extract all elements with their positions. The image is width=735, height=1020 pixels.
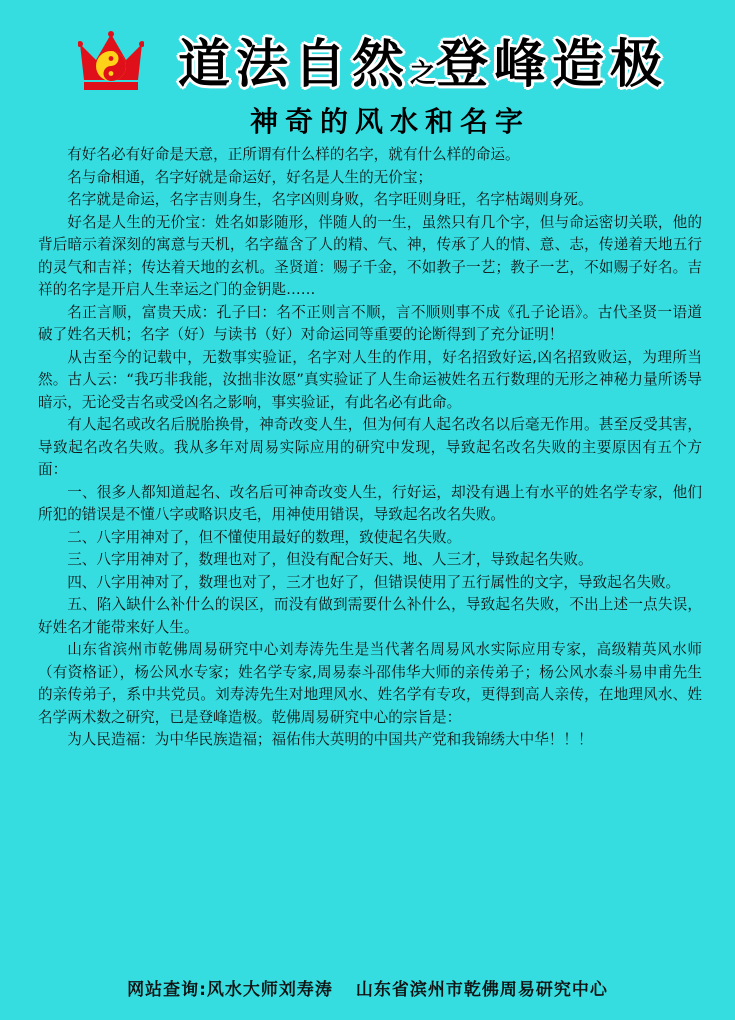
footer-organization: 山东省滨州市乾佛周易研究中心	[355, 980, 608, 1000]
footer	[0, 975, 735, 1000]
article-body	[38, 144, 702, 752]
title-part-1: 道法自然	[178, 35, 411, 95]
paragraph: 好名是人生的无价宝：姓名如影随形，伴随人的一生，虽然只有几个字，但与命运密切关联，他的背后暗示着深刻的寓意与天机，名字蕴含了人的精、气、神，传承了人的情、意、志，传递着天地五行的灵气和吉祥；传达着天地的玄机。圣贤道：赐子千金，不如教子一艺；教子一艺，不如赐子好名。吉祥的名字是开启人生幸运之门的金钥匙……	[38, 213, 702, 298]
header	[0, 0, 735, 138]
paragraph: 一、很多人都知道起名、改名后可神奇改变人生，行好运，却没有遇上有水平的姓名学专家，他们所犯的错误是不懂八字或略识皮毛，用神使用错误，导致起名改名失败。	[38, 483, 702, 523]
paragraph: 三、八字用神对了，数理也对了，但没有配合好天、地、人三才，导致起名失败。	[67, 551, 593, 568]
paragraph: 四、八字用神对了，数理也对了，三才也好了，但错误使用了五行属性的文字，导致起名失败。	[67, 573, 681, 591]
paragraph: 有好名必有好命是天意，正所谓有什么样的名字，就有什么样的命运。	[67, 146, 520, 163]
page-subtitle: 神奇的风水和名字	[250, 105, 531, 138]
title-part-2: 登峰造极	[436, 35, 669, 95]
footer-website: 网站查询:风水大师刘寿涛	[127, 980, 333, 1000]
paragraph: 山东省滨州市乾佛周易研究中心刘寿涛先生是当代著名周易风水实际应用专家，高级精英风水师（有资格证），杨公风水专家；姓名学专家,周易泰斗邵伟华大师的亲传弟子；杨公风水泰斗易申甫先生的亲传弟子，系中共党员。刘寿涛先生对地理风水、姓名学有专攻，更得到高人亲传，在地理风水、姓名学两术数之研究，已是登峰造极。乾佛周易研究中心的宗旨是：	[38, 641, 702, 726]
paragraph: 二、八字用神对了，但不懂使用最好的数理，致使起名失败。	[67, 528, 462, 546]
paragraph: 五、陷入缺什么补什么的误区，而没有做到需要什么补什么，导致起名失败，不出上述一点失误，好姓名才能带来好人生。	[38, 596, 702, 636]
title-connector: 之	[410, 59, 437, 89]
paragraph: 为人民造福：为中华民族造福；福佑伟大英明的中国共产党和我锦绣大中华！！！	[67, 731, 593, 748]
page-title	[178, 22, 668, 97]
paragraph: 从古至今的记载中，无数事实验证，名字对人生的作用，好名招致好运,凶名招致败运，为理所当然。古人云：“我巧非我能，汝拙非汝愿”真实验证了人生命运被姓名五行数理的无形之神秘力量所诱导暗示，无论受吉名或受凶名之影响，事实验证，有此名必有此命。	[38, 348, 702, 411]
crown-taiji-logo-icon	[78, 30, 144, 96]
paragraph: 名与命相通，名字好就是命运好，好名是人生的无价宝；	[67, 168, 433, 186]
paragraph: 名字就是命运，名字吉则身生，名字凶则身败，名字旺则身旺，名字枯竭则身死。	[67, 191, 593, 208]
paragraph: 有人起名或改名后脱胎换骨，神奇改变人生，但为何有人起名改名以后毫无作用。甚至反受其害，导致起名改名失败。我从多年对周易实际应用的研究中发现，导致起名改名失败的主要原因有五个方面：	[38, 416, 702, 478]
paragraph: 名正言顺，富贵天成：孔子曰：名不正则言不顺，言不顺则事不成《孔子论语》。古代圣贤一语道破了姓名天机；名字（好）与读书（好）对命运同等重要的论断得到了充分证明！	[38, 303, 702, 343]
